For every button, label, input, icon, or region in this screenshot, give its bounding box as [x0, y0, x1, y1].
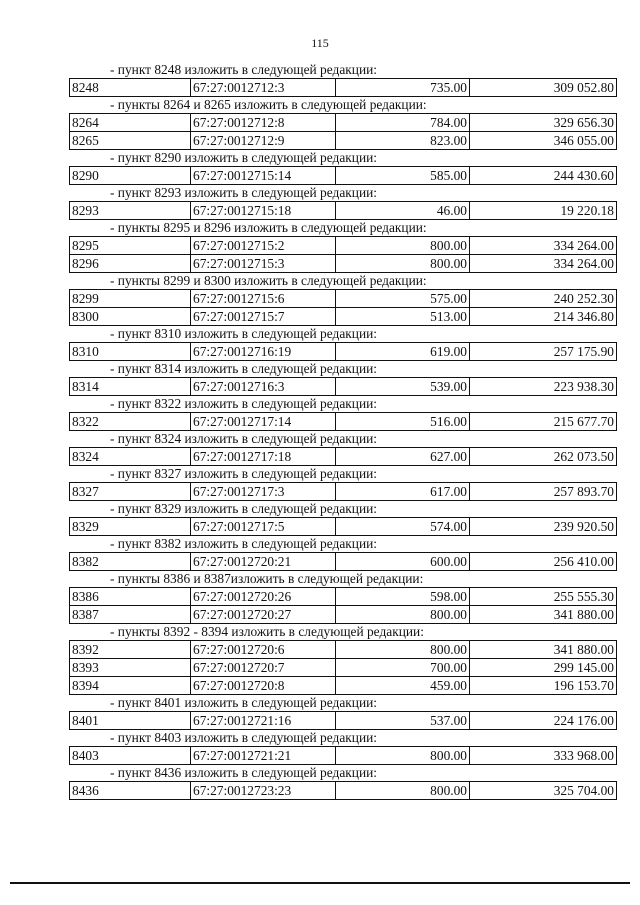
- area-cell: 617.00: [336, 483, 470, 501]
- cadastral-value-cell: 334 264.00: [470, 237, 617, 255]
- amendment-table: [69, 78, 617, 97]
- cadastral-number-cell: 67:27:0012720:27: [191, 606, 336, 624]
- cadastral-number-cell: 67:27:0012721:16: [191, 712, 336, 730]
- area-cell: 600.00: [336, 553, 470, 571]
- amendment-table: [69, 113, 617, 150]
- cadastral-number-cell: 67:27:0012716:3: [191, 378, 336, 396]
- amendment-heading: - пункт 8314 изложить в следующей редакции:: [110, 361, 378, 376]
- amendment-heading: - пункт 8290 изложить в следующей редакции:: [110, 150, 378, 165]
- amendment-table: [69, 640, 617, 695]
- cadastral-number-cell: 67:27:0012715:3: [191, 255, 336, 273]
- item-number-cell: 8314: [70, 378, 191, 396]
- amendment-table: [69, 482, 617, 501]
- amendment-section: [67, 326, 617, 361]
- amendment-section: [67, 501, 617, 536]
- table-row: [70, 782, 617, 800]
- cadastral-number-cell: 67:27:0012720:6: [191, 641, 336, 659]
- item-number-cell: 8329: [70, 518, 191, 536]
- amendment-table: [69, 201, 617, 220]
- cadastral-value-cell: 346 055.00: [470, 132, 617, 150]
- cadastral-value-cell: 215 677.70: [470, 413, 617, 431]
- amendment-table: [69, 166, 617, 185]
- table-row: [70, 588, 617, 606]
- amendment-table: [69, 587, 617, 624]
- area-cell: 619.00: [336, 343, 470, 361]
- amendment-section: [67, 396, 617, 431]
- item-number-cell: 8299: [70, 290, 191, 308]
- amendment-table: [69, 236, 617, 273]
- table-row: [70, 606, 617, 624]
- cadastral-number-cell: 67:27:0012715:18: [191, 202, 336, 220]
- table-row: [70, 518, 617, 536]
- amendment-section: [67, 62, 617, 97]
- table-row: [70, 290, 617, 308]
- amendment-section: [67, 97, 617, 150]
- table-row: [70, 553, 617, 571]
- area-cell: 700.00: [336, 659, 470, 677]
- cadastral-value-cell: 224 176.00: [470, 712, 617, 730]
- cadastral-value-cell: 341 880.00: [470, 606, 617, 624]
- area-cell: 46.00: [336, 202, 470, 220]
- amendment-section: [67, 220, 617, 273]
- amendment-table: [69, 342, 617, 361]
- area-cell: 800.00: [336, 606, 470, 624]
- cadastral-value-cell: 341 880.00: [470, 641, 617, 659]
- item-number-cell: 8392: [70, 641, 191, 659]
- amendment-heading: - пункты 8386 и 8387изложить в следующей редакции:: [110, 571, 424, 586]
- item-number-cell: 8296: [70, 255, 191, 273]
- table-row: [70, 677, 617, 695]
- cadastral-value-cell: 262 073.50: [470, 448, 617, 466]
- item-number-cell: 8393: [70, 659, 191, 677]
- table-row: [70, 308, 617, 326]
- amendment-heading: - пункт 8248 изложить в следующей редакции:: [110, 62, 378, 77]
- cadastral-value-cell: 244 430.60: [470, 167, 617, 185]
- table-row: [70, 255, 617, 273]
- table-row: [70, 641, 617, 659]
- area-cell: 585.00: [336, 167, 470, 185]
- table-row: [70, 448, 617, 466]
- amendment-section: [67, 765, 617, 800]
- cadastral-number-cell: 67:27:0012712:9: [191, 132, 336, 150]
- cadastral-value-cell: 333 968.00: [470, 747, 617, 765]
- table-row: [70, 343, 617, 361]
- cadastral-value-cell: 325 704.00: [470, 782, 617, 800]
- cadastral-value-cell: 239 920.50: [470, 518, 617, 536]
- cadastral-number-cell: 67:27:0012717:14: [191, 413, 336, 431]
- cadastral-number-cell: 67:27:0012715:7: [191, 308, 336, 326]
- amendment-heading: - пункт 8329 изложить в следующей редакции:: [110, 501, 378, 516]
- amendment-heading: - пункт 8322 изложить в следующей редакции:: [110, 396, 378, 411]
- item-number-cell: 8322: [70, 413, 191, 431]
- area-cell: 627.00: [336, 448, 470, 466]
- item-number-cell: 8300: [70, 308, 191, 326]
- item-number-cell: 8382: [70, 553, 191, 571]
- cadastral-number-cell: 67:27:0012716:19: [191, 343, 336, 361]
- amendment-section: [67, 730, 617, 765]
- item-number-cell: 8295: [70, 237, 191, 255]
- amendment-table: [69, 552, 617, 571]
- area-cell: 735.00: [336, 79, 470, 97]
- amendment-section: [67, 431, 617, 466]
- cadastral-number-cell: 67:27:0012723:23: [191, 782, 336, 800]
- table-row: [70, 114, 617, 132]
- table-row: [70, 483, 617, 501]
- cadastral-value-cell: 19 220.18: [470, 202, 617, 220]
- amendment-section: [67, 150, 617, 185]
- area-cell: 513.00: [336, 308, 470, 326]
- item-number-cell: 8401: [70, 712, 191, 730]
- area-cell: 800.00: [336, 237, 470, 255]
- item-number-cell: 8265: [70, 132, 191, 150]
- amendment-section: [67, 624, 617, 695]
- amendment-heading: - пункты 8264 и 8265 изложить в следующей редакции:: [110, 97, 427, 112]
- cadastral-number-cell: 67:27:0012721:21: [191, 747, 336, 765]
- amendment-table: [69, 746, 617, 765]
- table-row: [70, 378, 617, 396]
- area-cell: 784.00: [336, 114, 470, 132]
- cadastral-value-cell: 196 153.70: [470, 677, 617, 695]
- area-cell: 800.00: [336, 255, 470, 273]
- amendment-section: [67, 466, 617, 501]
- amendment-heading: - пункт 8293 изложить в следующей редакции:: [110, 185, 378, 200]
- item-number-cell: 8394: [70, 677, 191, 695]
- area-cell: 537.00: [336, 712, 470, 730]
- amendment-table: [69, 447, 617, 466]
- amendment-section: [67, 536, 617, 571]
- cadastral-value-cell: 257 175.90: [470, 343, 617, 361]
- cadastral-number-cell: 67:27:0012720:8: [191, 677, 336, 695]
- amendment-section: [67, 695, 617, 730]
- amendment-table: [69, 781, 617, 800]
- amendment-heading: - пункты 8295 и 8296 изложить в следующей редакции:: [110, 220, 427, 235]
- item-number-cell: 8436: [70, 782, 191, 800]
- cadastral-number-cell: 67:27:0012715:6: [191, 290, 336, 308]
- amendment-heading: - пункт 8401 изложить в следующей редакции:: [110, 695, 378, 710]
- amendment-table: [69, 711, 617, 730]
- cadastral-number-cell: 67:27:0012720:21: [191, 553, 336, 571]
- area-cell: 574.00: [336, 518, 470, 536]
- amendment-heading: - пункты 8299 и 8300 изложить в следующей редакции:: [110, 273, 427, 288]
- area-cell: 823.00: [336, 132, 470, 150]
- amendment-section: [67, 361, 617, 396]
- cadastral-value-cell: 257 893.70: [470, 483, 617, 501]
- cadastral-value-cell: 329 656.30: [470, 114, 617, 132]
- amendment-heading: - пункт 8310 изложить в следующей редакции:: [110, 326, 378, 341]
- table-row: [70, 167, 617, 185]
- table-row: [70, 659, 617, 677]
- cadastral-number-cell: 67:27:0012712:8: [191, 114, 336, 132]
- cadastral-number-cell: 67:27:0012712:3: [191, 79, 336, 97]
- cadastral-number-cell: 67:27:0012717:18: [191, 448, 336, 466]
- cadastral-number-cell: 67:27:0012720:26: [191, 588, 336, 606]
- item-number-cell: 8403: [70, 747, 191, 765]
- cadastral-number-cell: 67:27:0012717:3: [191, 483, 336, 501]
- amendment-section: [67, 571, 617, 624]
- page-number: 115: [311, 36, 329, 50]
- area-cell: 800.00: [336, 747, 470, 765]
- amendment-section: [67, 185, 617, 220]
- table-row: [70, 79, 617, 97]
- amendment-table: [69, 412, 617, 431]
- item-number-cell: 8293: [70, 202, 191, 220]
- item-number-cell: 8327: [70, 483, 191, 501]
- cadastral-number-cell: 67:27:0012715:14: [191, 167, 336, 185]
- cadastral-value-cell: 240 252.30: [470, 290, 617, 308]
- cadastral-value-cell: 256 410.00: [470, 553, 617, 571]
- table-row: [70, 747, 617, 765]
- area-cell: 800.00: [336, 782, 470, 800]
- amendments-list: [67, 62, 617, 800]
- amendment-heading: - пункт 8327 изложить в следующей редакции:: [110, 466, 378, 481]
- cadastral-number-cell: 67:27:0012717:5: [191, 518, 336, 536]
- table-row: [70, 413, 617, 431]
- cadastral-number-cell: 67:27:0012720:7: [191, 659, 336, 677]
- item-number-cell: 8290: [70, 167, 191, 185]
- item-number-cell: 8248: [70, 79, 191, 97]
- footer-divider: [10, 882, 630, 884]
- area-cell: 575.00: [336, 290, 470, 308]
- amendment-heading: - пункт 8403 изложить в следующей редакции:: [110, 730, 378, 745]
- area-cell: 539.00: [336, 378, 470, 396]
- cadastral-value-cell: 214 346.80: [470, 308, 617, 326]
- table-row: [70, 202, 617, 220]
- amendment-heading: - пункт 8324 изложить в следующей редакции:: [110, 431, 378, 446]
- cadastral-value-cell: 309 052.80: [470, 79, 617, 97]
- amendment-heading: - пункт 8436 изложить в следующей редакции:: [110, 765, 378, 780]
- area-cell: 516.00: [336, 413, 470, 431]
- amendment-heading: - пункт 8382 изложить в следующей редакции:: [110, 536, 378, 551]
- amendment-table: [69, 377, 617, 396]
- amendment-section: [67, 273, 617, 326]
- table-row: [70, 132, 617, 150]
- item-number-cell: 8264: [70, 114, 191, 132]
- cadastral-value-cell: 255 555.30: [470, 588, 617, 606]
- table-row: [70, 237, 617, 255]
- amendment-table: [69, 289, 617, 326]
- cadastral-value-cell: 334 264.00: [470, 255, 617, 273]
- area-cell: 800.00: [336, 641, 470, 659]
- item-number-cell: 8387: [70, 606, 191, 624]
- item-number-cell: 8386: [70, 588, 191, 606]
- item-number-cell: 8310: [70, 343, 191, 361]
- cadastral-number-cell: 67:27:0012715:2: [191, 237, 336, 255]
- table-row: [70, 712, 617, 730]
- amendment-table: [69, 517, 617, 536]
- cadastral-value-cell: 299 145.00: [470, 659, 617, 677]
- amendment-heading: - пункты 8392 - 8394 изложить в следующей редакции:: [110, 624, 424, 639]
- item-number-cell: 8324: [70, 448, 191, 466]
- cadastral-value-cell: 223 938.30: [470, 378, 617, 396]
- area-cell: 598.00: [336, 588, 470, 606]
- area-cell: 459.00: [336, 677, 470, 695]
